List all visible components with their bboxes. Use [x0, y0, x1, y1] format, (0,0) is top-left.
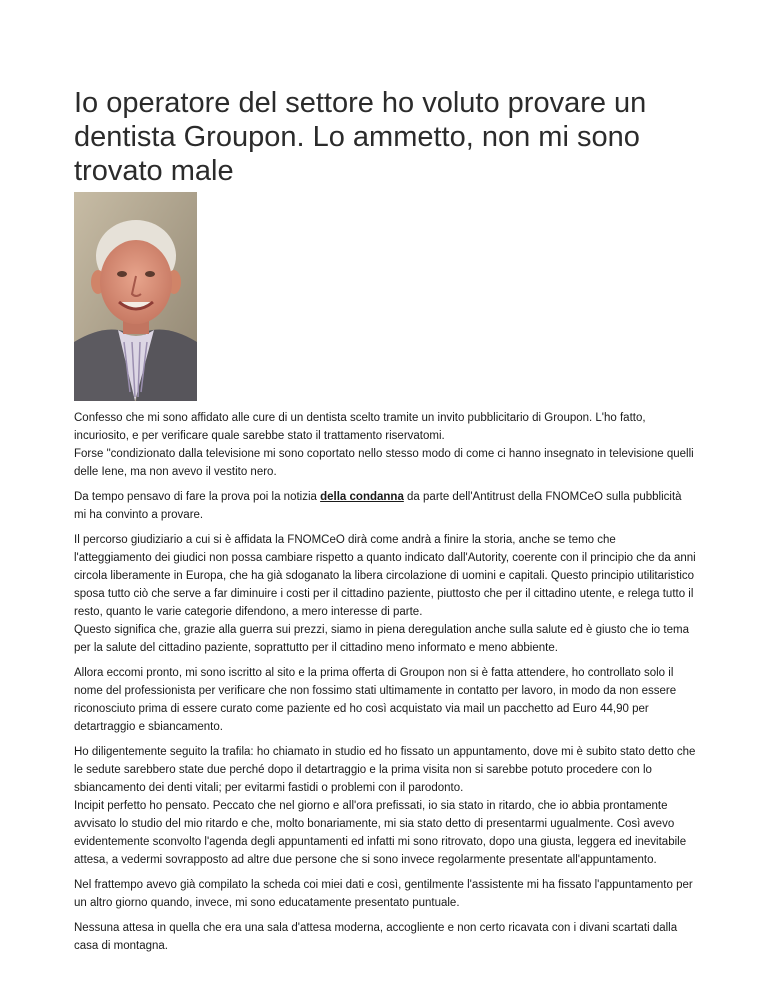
paragraph-text: Incipit perfetto ho pensato. Peccato che nel giorno e all'ora prefissati, io sia stato in ritardo, che io abbia prontamente avvisato lo studio del mio ritardo e che, molto bonariamente, mi sia stato detto di presentarmi ugualmente. Così avevo evidentemente sconvolto l'agenda degli appuntamenti ed infatti mi sono ritrovato, dopo una giusta, leggera ed inevitabile attesa, a vedermi sovrapposto ad altre due persone che si sono invece regolarmente presentate all'appuntamento.	[74, 800, 687, 866]
paragraph-text: Confesso che mi sono affidato alle cure di un dentista scelto tramite un invito pubblicitario di Groupon. L'ho fatto, incuriosito, e per verificare quale sarebbe stato il trattamento riservatomi.	[74, 412, 646, 442]
paragraph: Nel frattempo avevo già compilato la scheda coi miei dati e così, gentilmente l'assistente mi ha fissato l'appuntamento per un altro giorno quando, invece, mi sono educatamente presentato puntuale.	[74, 879, 693, 909]
paragraph: Allora eccomi pronto, mi sono iscritto al sito e la prima offerta di Groupon non si è fatta attendere, ho controllato solo il nome del professionista per verificare che non fossimo stati ultimamente in contatto per lavoro, in modo da non essere riconosciuto prima di essere curato come paziente ed ho così acquistato via mail un pacchetto ad Euro 44,90 per detartraggio e sbiancamento.	[74, 667, 677, 733]
paragraph: Nessuna attesa in quella che era una sala d'attesa moderna, accogliente e non certo ricavata con i divani scartati dalla casa di montagna.	[74, 922, 678, 952]
article-body	[74, 409, 696, 962]
paragraph-text: Da tempo pensavo di fare la prova poi la notizia	[74, 491, 321, 503]
paragraph-text: da parte dell'Antitrust della FNOMCeO sulla pubblicità mi ha convinto a provare.	[74, 491, 682, 521]
paragraph-text: Il percorso giudiziario a cui si è affidata la FNOMCeO dirà come andrà a finire la storia, anche se temo che l'atteggiamento dei giudici non possa cambiare rispetto a quanto indicato dall'Autority, coerente con il principio che da anni circola liberamente in Europa, che ha già sdoganato la libera circolazione di uomini e capitali. Questo principio utilitaristico sposa tutto ciò che serve a far diminuire i costi per il cittadino paziente, piuttosto che per il cittadino utente, e relega tutto il resto, quanto le varie categorie difendono, a mero interesse di parte.	[74, 534, 696, 618]
author-photo	[74, 192, 197, 401]
paragraph-text: Questo significa che, grazie alla guerra sui prezzi, siamo in piena deregulation anche sulla salute ed è giusto che io tema per la salute del cittadino paziente, soprattutto per il cittadino meno informato e meno abbiente.	[74, 624, 689, 654]
paragraph-text: Ho diligentemente seguito la trafila: ho chiamato in studio ed ho fissato un appuntamento, dove mi è subito stato detto che le sedute sarebbero state due perché dopo il detartraggio e la prima visita non si sarebbe potuto procedere con lo sbiancamento dei denti vitali; per evitarmi fastidi o problemi con il parodonto.	[74, 746, 696, 794]
article-title: Io operatore del settore ho voluto provare un dentista Groupon. Lo ammetto, non mi sono trovato male	[74, 87, 647, 187]
paragraph	[74, 743, 696, 869]
paragraph	[74, 488, 696, 524]
paragraph-text: Forse "condizionato dalla televisione mi sono coportato nello stesso modo di come ci hanno insegnato in televisione quelli delle Iene, ma non avevo il vestito nero.	[74, 448, 694, 478]
condanna-link[interactable]: della condanna	[320, 491, 404, 503]
paragraph	[74, 531, 696, 657]
portrait-photo-icon	[74, 192, 197, 401]
paragraph	[74, 409, 696, 481]
